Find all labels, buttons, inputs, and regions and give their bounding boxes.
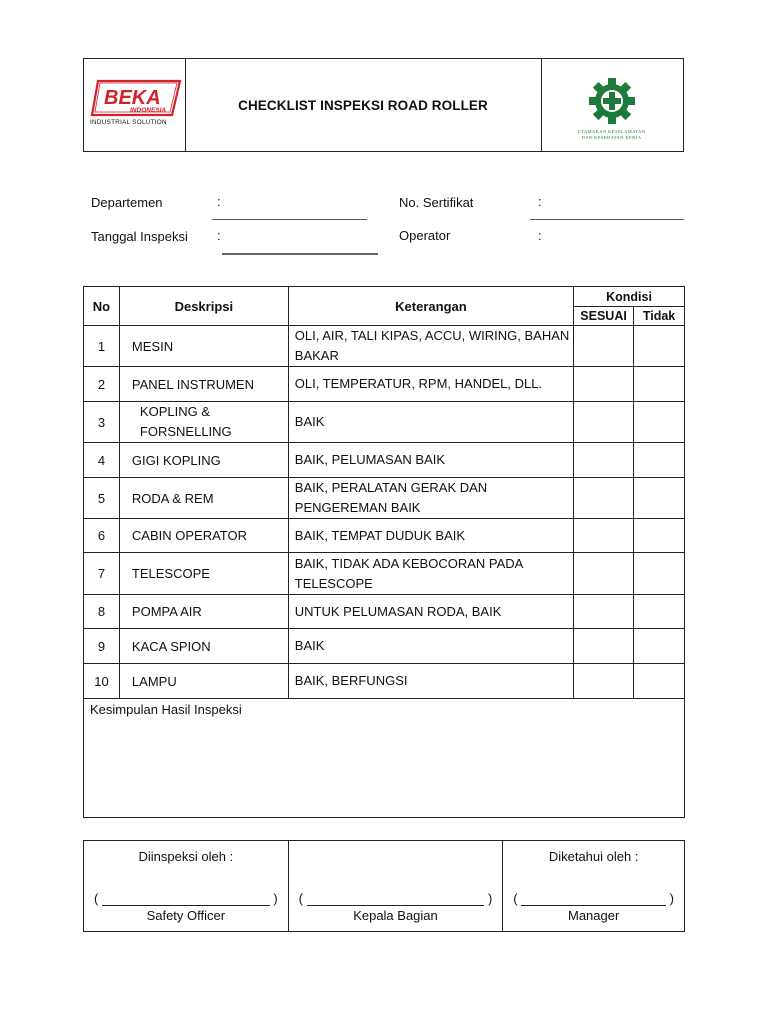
table-row	[84, 629, 685, 664]
row-no: 9	[84, 629, 120, 664]
title-cell	[185, 59, 542, 151]
header-no: No	[84, 287, 120, 326]
departemen-label: Departemen	[91, 195, 163, 210]
sesuai-checkbox[interactable]	[574, 553, 634, 595]
row-ket: OLI, AIR, TALI KIPAS, ACCU, WIRING, BAHAN BAKAR	[288, 326, 573, 367]
acknowledged-by-label: Diketahui oleh :	[548, 849, 639, 864]
logo-subtitle: INDUSTRIAL SOLUTION	[90, 119, 167, 126]
signature-line	[511, 891, 676, 907]
row-desc: POMPA AIR	[119, 595, 288, 629]
sesuai-checkbox[interactable]	[574, 443, 634, 478]
row-ket: UNTUK PELUMASAN RODA, BAIK	[288, 595, 573, 629]
row-no: 3	[84, 402, 120, 443]
row-ket: BAIK, PERALATAN GERAK DAN PENGEREMAN BAIK	[288, 478, 573, 519]
row-desc: MESIN	[119, 326, 288, 367]
row-desc-text: KOPLING & FORSNELLING	[139, 404, 232, 439]
k3-slogan-line1: UTAMAKAN KESELAMATAN	[577, 129, 646, 134]
svg-text:BEKA: BEKA	[104, 87, 161, 109]
manager-label: Manager	[567, 908, 620, 923]
table-row	[84, 402, 685, 443]
tanggal-inspeksi-colon: :	[217, 228, 221, 243]
operator-label: Operator	[399, 228, 451, 243]
row-ket: BAIK, TEMPAT DUDUK BAIK	[288, 519, 573, 553]
paren-open: (	[513, 891, 518, 906]
safety-officer-label: Safety Officer	[146, 908, 226, 923]
tidak-checkbox[interactable]	[634, 367, 685, 402]
sertifikat-label: No. Sertifikat	[399, 195, 474, 210]
sesuai-checkbox[interactable]	[574, 478, 634, 519]
tidak-checkbox[interactable]	[634, 402, 685, 443]
inspected-by-label: Diinspeksi oleh :	[138, 849, 234, 864]
sesuai-checkbox[interactable]	[574, 629, 634, 664]
row-desc: KACA SPION	[119, 629, 288, 664]
tidak-checkbox[interactable]	[634, 519, 685, 553]
row-desc: PANEL INSTRUMEN	[119, 367, 288, 402]
row-ket: BAIK	[288, 629, 573, 664]
row-no: 4	[84, 443, 120, 478]
k3-logo-cell	[541, 59, 683, 151]
row-ket: BAIK, TIDAK ADA KEBOCORAN PADA TELESCOPE	[288, 553, 573, 595]
sesuai-checkbox[interactable]	[574, 367, 634, 402]
table-row	[84, 443, 685, 478]
signature-line	[92, 891, 280, 907]
sesuai-checkbox[interactable]	[574, 595, 634, 629]
row-ket: BAIK	[288, 402, 573, 443]
paren-open: (	[298, 891, 303, 906]
signature-underline	[521, 905, 666, 906]
operator-colon: :	[538, 228, 542, 243]
tidak-checkbox[interactable]	[634, 553, 685, 595]
signature-underline	[307, 905, 485, 906]
row-no: 5	[84, 478, 120, 519]
signature-underline	[102, 905, 270, 906]
paren-close: )	[487, 891, 493, 906]
header-tidak: Tidak	[634, 307, 685, 326]
sesuai-checkbox[interactable]	[574, 519, 634, 553]
tidak-checkbox[interactable]	[634, 664, 685, 699]
signature-kepala-bagian[interactable]	[288, 841, 503, 932]
paren-open: (	[94, 891, 99, 906]
table-row	[84, 595, 685, 629]
row-ket: BAIK, PELUMASAN BAIK	[288, 443, 573, 478]
row-desc: LAMPU	[119, 664, 288, 699]
beka-logo	[90, 79, 182, 119]
sertifikat-colon: :	[538, 194, 542, 209]
tidak-checkbox[interactable]	[634, 326, 685, 367]
table-row	[84, 519, 685, 553]
table-row	[84, 326, 685, 367]
table-row	[84, 553, 685, 595]
document-title: CHECKLIST INSPEKSI ROAD ROLLER	[238, 97, 488, 113]
row-desc: TELESCOPE	[119, 553, 288, 595]
header-keterangan: Keterangan	[288, 287, 573, 326]
row-no: 1	[84, 326, 120, 367]
departemen-field[interactable]	[212, 219, 367, 220]
row-ket: BAIK, BERFUNGSI	[288, 664, 573, 699]
row-no: 7	[84, 553, 120, 595]
row-desc: GIGI KOPLING	[119, 443, 288, 478]
k3-slogan-line2: DAN KESEHATAN KERJA	[581, 135, 642, 140]
k3-gear-cross-icon	[581, 77, 643, 129]
row-no: 8	[84, 595, 120, 629]
header-deskripsi: Deskripsi	[119, 287, 288, 326]
kesimpulan-box[interactable]	[84, 699, 685, 818]
signature-line	[297, 891, 495, 907]
document-header	[83, 58, 684, 152]
sesuai-checkbox[interactable]	[574, 664, 634, 699]
table-row	[84, 478, 685, 519]
departemen-colon: :	[217, 194, 221, 209]
row-no: 10	[84, 664, 120, 699]
row-desc: CABIN OPERATOR	[119, 519, 288, 553]
tidak-checkbox[interactable]	[634, 478, 685, 519]
tanggal-inspeksi-field[interactable]	[222, 253, 378, 255]
tidak-checkbox[interactable]	[634, 595, 685, 629]
svg-text:INDONESIA: INDONESIA	[130, 107, 167, 114]
header-kondisi: Kondisi	[574, 287, 685, 307]
row-desc: RODA & REM	[119, 478, 288, 519]
row-desc	[119, 402, 288, 443]
row-no: 2	[84, 367, 120, 402]
tanggal-inspeksi-label: Tanggal Inspeksi	[91, 229, 188, 244]
table-row	[84, 664, 685, 699]
paren-close: )	[669, 891, 674, 906]
kepala-bagian-label: Kepala Bagian	[353, 908, 438, 923]
signature-manager[interactable]	[503, 841, 685, 932]
sertifikat-field[interactable]	[530, 219, 684, 220]
paren-close: )	[273, 891, 278, 906]
row-no: 6	[84, 519, 120, 553]
sesuai-checkbox[interactable]	[574, 326, 634, 367]
sesuai-checkbox[interactable]	[574, 402, 634, 443]
tidak-checkbox[interactable]	[634, 443, 685, 478]
signature-safety-officer[interactable]	[84, 841, 289, 932]
row-ket: OLI, TEMPERATUR, RPM, HANDEL, DLL.	[288, 367, 573, 402]
inspection-checklist-table	[83, 286, 685, 818]
signature-table	[83, 840, 685, 932]
header-sesuai: SESUAI	[574, 307, 634, 326]
table-row	[84, 367, 685, 402]
kesimpulan-label: Kesimpulan Hasil Inspeksi	[90, 702, 242, 717]
beka-logo-cell	[84, 59, 186, 151]
tidak-checkbox[interactable]	[634, 629, 685, 664]
